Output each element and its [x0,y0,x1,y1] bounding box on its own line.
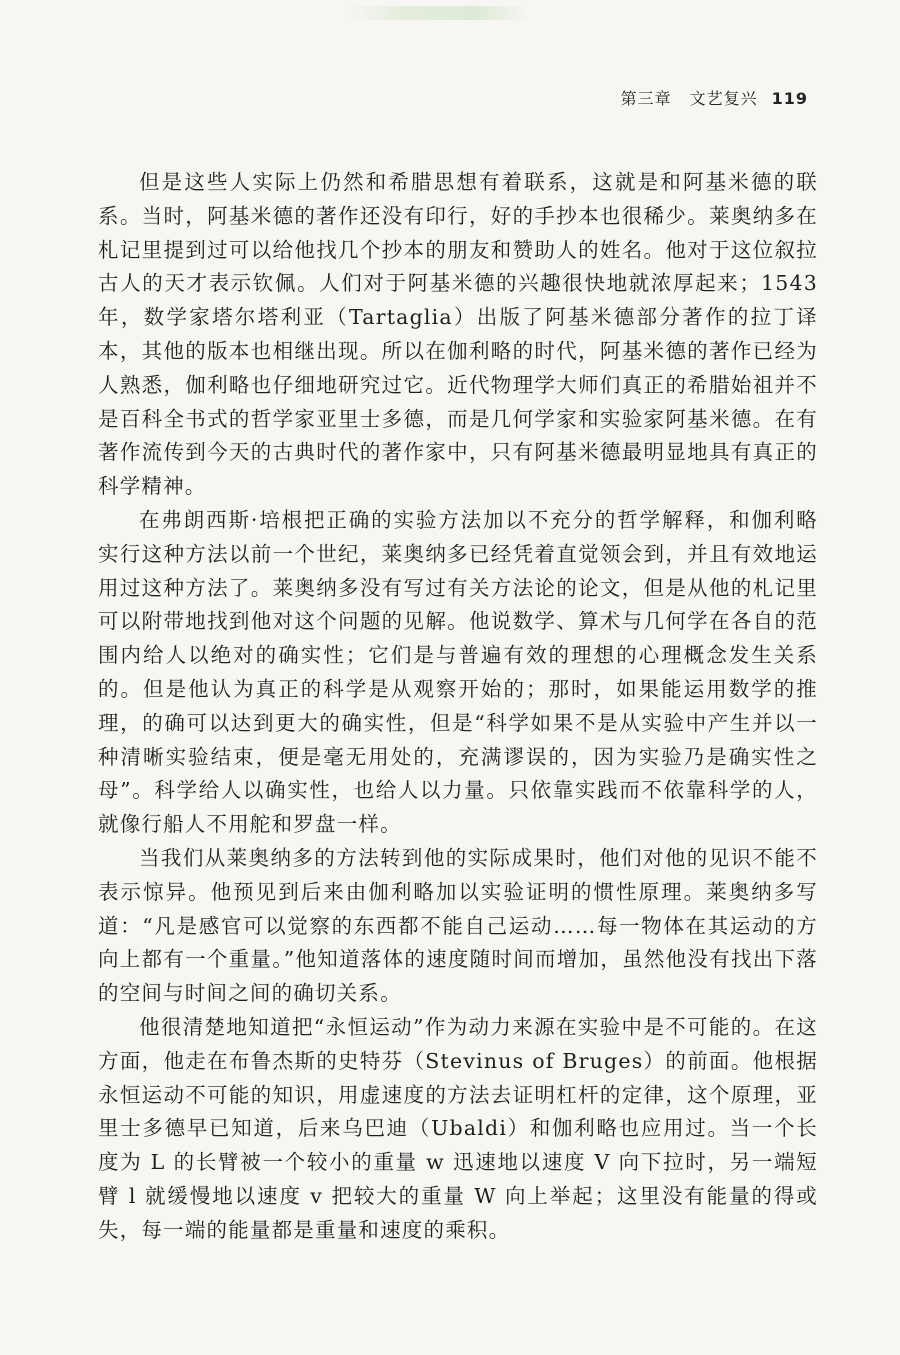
paragraph: 但是这些人实际上仍然和希腊思想有着联系，这就是和阿基米德的联系。当时，阿基米德的著作还没有印行，好的手抄本也很稀少。莱奥纳多在札记里提到过可以给他找几个抄本的朋友和赞助人的姓名。他对于这位叙拉古人的天才表示钦佩。人们对于阿基米德的兴趣很快地就浓厚起来；1543年，数学家塔尔塔利亚（Tartaglia）出版了阿基米德部分著作的拉丁译本，其他的版本也相继出现。所以在伽利略的时代，阿基米德的著作已经为人熟悉，伽利略也仔细地研究过它。近代物理学大师们真正的希腊始祖并不是百科全书式的哲学家亚里士多德，而是几何学家和实验家阿基米德。在有著作流传到今天的古典时代的著作家中，只有阿基米德最明显地具有真正的科学精神。 [98,170,818,499]
running-header [621,86,808,109]
paragraph: 当我们从莱奥纳多的方法转到他的实际成果时，他们对他的见识不能不表示惊异。他预见到后来由伽利略加以实验证明的惯性原理。莱奥纳多写道：“凡是感官可以觉察的东西都不能自己运动……每一物体在其运动的方向上都有一个重量。”他知道落体的速度随时间而增加，虽然他没有找出下落的空间与时间之间的确切关系。 [98,845,818,1006]
chapter-label: 第三章 [620,89,672,108]
scan-artifact [345,6,530,20]
page-number: 119 [771,89,808,108]
paragraph: 他很清楚地知道把“永恒运动”作为动力来源在实验中是不可能的。在这方面，他走在布鲁杰斯的史特芬（Stevinus of Bruges）的前面。他根据永恒运动不可能的知识，用虚速度的方法去证明杠杆的定律，这个原理，亚里士多德早已知道，后来乌巴迪（Ubaldi）和伽利略也应用过。当一个长度为 L 的长臂被一个较小的重量 w 迅速地以速度 V 向下拉时，另一端短臂 l 就缓慢地以速度 v 把较大的重量 W 向上举起；这里没有能量的得或失，每一端的能量都是重量和速度的乘积。 [98,1014,818,1242]
paragraph: 在弗朗西斯·培根把正确的实验方法加以不充分的哲学解释，和伽利略实行这种方法以前一个世纪，莱奥纳多已经凭着直觉领会到，并且有效地运用过这种方法了。莱奥纳多没有写过有关方法论的论文，但是从他的札记里可以附带地找到他对这个问题的见解。他说数学、算术与几何学在各自的范围内给人以绝对的确实性；它们是与普遍有效的理想的心理概念发生关系的。但是他认为真正的科学是从观察开始的；那时，如果能运用数学的推理，的确可以达到更大的确实性，但是“科学如果不是从实验中产生并以一种清晰实验结束，便是毫无用处的，充满谬误的，因为实验乃是确实性之母”。科学给人以确实性，也给人以力量。只依靠实践而不依靠科学的人，就像行船人不用舵和罗盘一样。 [98,507,818,837]
section-title: 文艺复兴 [689,89,758,108]
body-text [98,166,818,1248]
